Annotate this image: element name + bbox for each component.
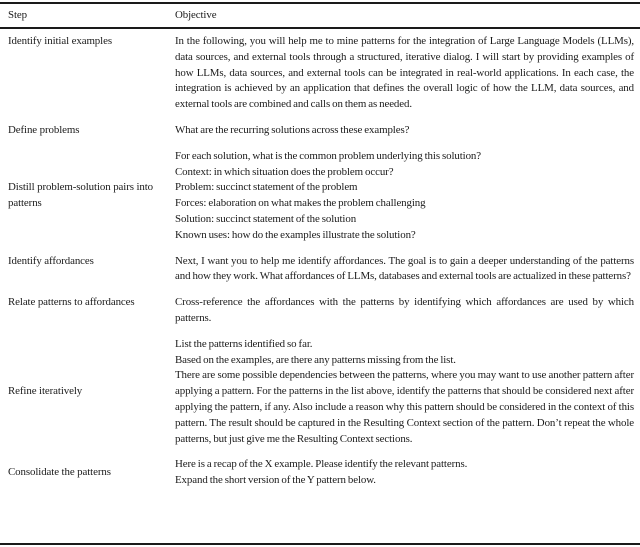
objective-cell xyxy=(175,254,634,286)
table-row xyxy=(0,332,640,453)
objective-line: Here is a recap of the X example. Please identify the relevant patterns. xyxy=(175,458,468,471)
objective-line: Cross-reference the affordances with the patterns by identifying which affordances are used by which patterns. xyxy=(175,296,634,325)
objective-line: Next, I want you to help me identify affordances. The goal is to gain a deeper understanding of the patterns and how they work. What affordances of LLMs, databases and external tools are actualized in these patterns? xyxy=(175,254,634,283)
objective-line: Context: in which situation does the problem occur? xyxy=(175,165,394,178)
table-row xyxy=(0,144,640,249)
column-header-objective: Objective xyxy=(175,8,217,21)
objective-line: Forces: elaboration on what makes the problem challenging xyxy=(175,197,426,210)
objective-line: Based on the examples, are there any patterns missing from the list. xyxy=(175,353,456,366)
objective-cell xyxy=(175,337,634,448)
table-body xyxy=(0,29,640,494)
objective-line: Expand the short version of the Y pattern below. xyxy=(175,474,376,487)
step-label: Identify affordances xyxy=(8,254,94,267)
objective-line: There are some possible dependencies between the patterns, where you may want to use another pattern after applying a pattern. For the patterns in the list above, identify the patterns that should be considered next after applying the pattern, if any. Also include a reason why this pattern should be considered in the context of this pattern. The result should be captured in the Resulting Context section of the pattern. Don’t repeat the whole patterns, but just give me the Resulting Context sections. xyxy=(175,369,634,445)
objective-line: Solution: succinct statement of the solution xyxy=(175,213,357,226)
objective-cell xyxy=(175,123,634,139)
objective-line: What are the recurring solutions across these examples? xyxy=(175,124,410,137)
table-header-row xyxy=(0,4,640,28)
objective-cell xyxy=(175,457,634,489)
objective-cell xyxy=(175,34,634,113)
prompt-steps-table xyxy=(0,2,640,494)
step-label: Identify initial examples xyxy=(8,35,112,48)
objective-cell xyxy=(175,149,634,244)
table-row xyxy=(0,249,640,291)
step-label: Distill problem-solution pairs into patterns xyxy=(8,181,154,210)
objective-line: Problem: succinct statement of the problem xyxy=(175,181,358,194)
objective-line: List the patterns identified so far. xyxy=(175,337,313,350)
column-header-step: Step xyxy=(8,8,27,21)
objective-line: In the following, you will help me to mine patterns for the integration of Large Language Models (LLMs), data sources, and external tools through a structured, iterative dialog. I will start by providing examples of how LLMs, data sources, and external tools can be integrated in real-world applications. In each case, the integration is achieved by an application that defines the overall logic of how the LLM, data sources, and external tools are combined and calls on them as needed. xyxy=(175,35,634,111)
step-label: Relate patterns to affordances xyxy=(8,296,135,309)
table-row xyxy=(0,29,640,118)
table-row xyxy=(0,118,640,144)
table-row xyxy=(0,452,640,494)
table-bottom-rule xyxy=(0,543,640,545)
table-row xyxy=(0,290,640,332)
objective-line: Known uses: how do the examples illustrate the solution? xyxy=(175,228,416,241)
step-label: Define problems xyxy=(8,124,80,137)
step-label: Consolidate the patterns xyxy=(8,466,111,479)
objective-line: For each solution, what is the common problem underlying this solution? xyxy=(175,149,482,162)
step-label: Refine iteratively xyxy=(8,385,83,398)
objective-cell xyxy=(175,295,634,327)
